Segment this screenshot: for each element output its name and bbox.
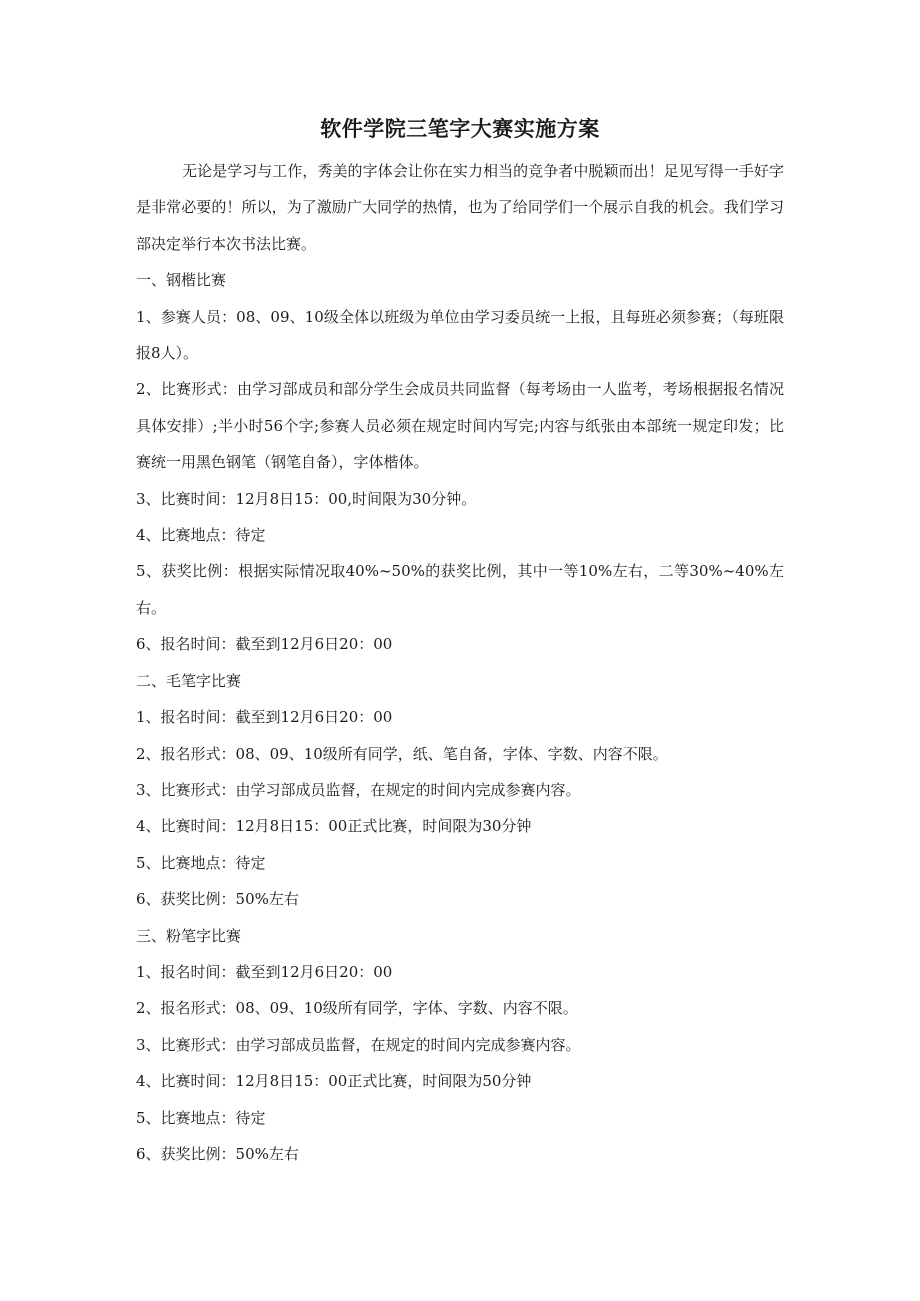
- section-item: 1、报名时间：截至到12月6日20：00: [136, 962, 393, 981]
- section-steel-pen: [136, 262, 784, 662]
- section-item: 5、获奖比例：根据实际情况取40%~50%的获奖比例，其中一等10%左右，二等30%~40%左右。: [136, 562, 784, 617]
- section-item: 6、报名时间：截至到12月6日20：00: [136, 635, 393, 654]
- section-item: 5、比赛地点：待定: [136, 853, 266, 872]
- section-item: 3、比赛形式：由学习部成员监督，在规定的时间内完成参赛内容。: [136, 780, 581, 799]
- document-body: [136, 153, 784, 1172]
- section-chalk: [136, 918, 784, 1173]
- section-item: 4、比赛时间：12月8日15：00正式比赛，时间限为30分钟: [136, 817, 532, 836]
- intro-paragraph: 无论是学习与工作，秀美的字体会让你在实力相当的竞争者中脱颖而出！足见写得一手好字是非常必要的！所以，为了激励广大同学的热情，也为了给同学们一个展示自我的机会。我们学习部决定举行本次书法比赛。: [136, 162, 784, 253]
- document-title: 软件学院三笔字大赛实施方案: [320, 117, 600, 141]
- section-item: 1、参赛人员：08、09、10级全体以班级为单位由学习委员统一上报，且每班必须参赛；（每班限报8人）。: [136, 307, 784, 363]
- section-item: 4、比赛时间：12月8日15：00正式比赛，时间限为50分钟: [136, 1072, 532, 1091]
- section-item: 6、获奖比例：50%左右: [136, 1144, 299, 1163]
- section-heading: 二、毛笔字比赛: [136, 671, 242, 690]
- section-brush: [136, 663, 784, 918]
- section-item: 1、报名时间：截至到12月6日20：00: [136, 708, 393, 727]
- section-item: 4、比赛地点：待定: [136, 526, 266, 545]
- section-item: 3、比赛形式：由学习部成员监督，在规定的时间内完成参赛内容。: [136, 1035, 581, 1054]
- section-item: 2、报名形式：08、09、10级所有同学，纸、笔自备，字体、字数、内容不限。: [136, 744, 668, 763]
- section-heading: 三、粉笔字比赛: [136, 926, 242, 945]
- section-item: 2、比赛形式：由学习部成员和部分学生会成员共同监督（每考场由一人监考，考场根据报名情况具体安排）;半小时56个字;参赛人员必须在规定时间内写完;内容与纸张由本部统一规定印发；比赛统一用黑色钢笔（钢笔自备），字体楷体。: [136, 380, 784, 472]
- section-item: 2、报名形式：08、09、10级所有同学，字体、字数、内容不限。: [136, 999, 578, 1018]
- section-heading: 一、钢楷比赛: [136, 271, 227, 290]
- section-item: 5、比赛地点：待定: [136, 1108, 266, 1127]
- section-item: 6、获奖比例：50%左右: [136, 890, 299, 909]
- section-item: 3、比赛时间：12月8日15：00,时间限为30分钟。: [136, 489, 477, 508]
